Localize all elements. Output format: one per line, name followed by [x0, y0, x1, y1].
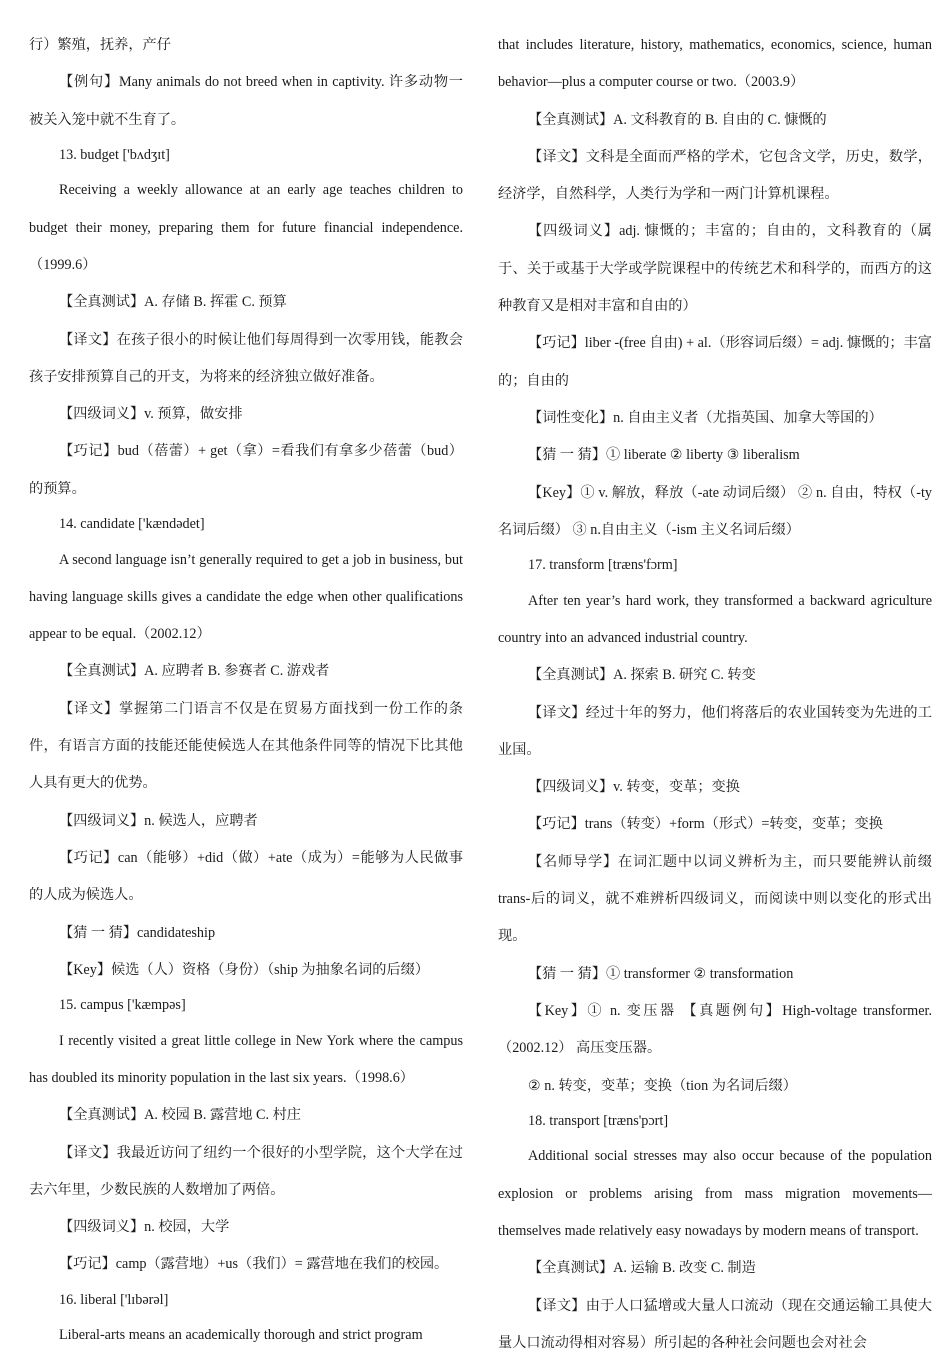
paragraph: 【全真测试】A. 应聘者 B. 参赛者 C. 游戏者: [29, 653, 463, 690]
right-column: [498, 27, 932, 1362]
paragraph: 【名师导学】在词汇题中以词义辨析为主，而只要能辨认前缀 trans-后的词义，就不难辨析四级词义，而阅读中则以变化的形式出现。: [498, 844, 932, 956]
paragraph: 【巧记】can（能够）+did（做）+ate（成为）=能够为人民做事的人成为候选人。: [29, 840, 463, 915]
paragraph: 【四级词义】adj. 慷慨的；丰富的；自由的，文科教育的（属于、关于或基于大学或学院课程中的传统艺术和科学的，而西方的这种教育又是相对丰富和自由的）: [498, 213, 932, 325]
entry-heading: 17. transform [træns'fɔrm]: [498, 549, 932, 583]
entry-heading: 18. transport [træns'pɔrt]: [498, 1105, 932, 1139]
paragraph: 行）繁殖，抚养，产仔: [29, 27, 463, 64]
paragraph: 【例句】Many animals do not breed when in captivity. 许多动物一被关入笼中就不生育了。: [29, 64, 463, 139]
paragraph: 【四级词义】v. 预算，做安排: [29, 396, 463, 433]
paragraph: 【猜 一 猜】① liberate ② liberty ③ liberalism: [498, 437, 932, 474]
paragraph: ② n. 转变，变革；变换（tion 为名词后缀）: [498, 1068, 932, 1105]
paragraph: After ten year’s hard work, they transformed a backward agriculture country into an advanced industrial country.: [498, 583, 932, 658]
paragraph: 【巧记】bud（蓓蕾）+ get（拿）=看我们有拿多少蓓蕾（bud）的预算。: [29, 433, 463, 508]
paragraph: 【巧记】trans（转变）+form（形式）=转变，变革；变换: [498, 806, 932, 843]
paragraph: 【全真测试】A. 运输 B. 改变 C. 制造: [498, 1250, 932, 1287]
paragraph: 【四级词义】n. 校园，大学: [29, 1209, 463, 1246]
paragraph: 【巧记】liber -(free 自由) + al.（形容词后缀）= adj. 慷慨的；丰富的；自由的: [498, 325, 932, 400]
paragraph: 【Key】候选（人）资格（身份）（ship 为抽象名词的后缀）: [29, 952, 463, 989]
paragraph: 【译文】经过十年的努力，他们将落后的农业国转变为先进的工业国。: [498, 695, 932, 770]
entry-heading: 13. budget ['bʌdʒɪt]: [29, 139, 463, 173]
paragraph: 【猜 一 猜】candidateship: [29, 915, 463, 952]
paragraph: 【四级词义】n. 候选人，应聘者: [29, 803, 463, 840]
paragraph: Liberal-arts means an academically thorough and strict program: [29, 1317, 463, 1354]
paragraph: 【译文】由于人口猛增或大量人口流动（现在交通运输工具使大量人口流动得相对容易）所引起的各种社会问题也会对社会: [498, 1288, 932, 1362]
paragraph: 【词性变化】n. 自由主义者（尤指英国、加拿大等国的）: [498, 400, 932, 437]
paragraph: 【猜 一 猜】① transformer ② transformation: [498, 956, 932, 993]
paragraph: 【译文】文科是全面而严格的学术，它包含文学，历史，数学，经济学，自然科学，人类行为学和一两门计算机课程。: [498, 139, 932, 214]
paragraph: 【全真测试】A. 探索 B. 研究 C. 转变: [498, 657, 932, 694]
left-column: [29, 27, 463, 1355]
entry-heading: 15. campus ['kæmpəs]: [29, 989, 463, 1023]
paragraph: A second language isn’t generally required to get a job in business, but having language skills gives a candidate the edge when other qualifications appear to be equal.（2002.12）: [29, 542, 463, 654]
entry-heading: 14. candidate ['kændədet]: [29, 508, 463, 542]
paragraph: 【全真测试】A. 校园 B. 露营地 C. 村庄: [29, 1097, 463, 1134]
paragraph: 【Key】① v. 解放，释放（-ate 动词后缀） ② n. 自由，特权（-ty 名词后缀） ③ n.自由主义（-ism 主义名词后缀）: [498, 475, 932, 550]
paragraph: 【译文】掌握第二门语言不仅是在贸易方面找到一份工作的条件，有语言方面的技能还能使候选人在其他条件同等的情况下比其他人具有更大的优势。: [29, 691, 463, 803]
paragraph: 【全真测试】A. 文科教育的 B. 自由的 C. 慷慨的: [498, 102, 932, 139]
paragraph: that includes literature, history, mathematics, economics, science, human behavior—plus a computer course or two.（2003.9）: [498, 27, 932, 102]
entry-heading: 16. liberal ['lɪbərəl]: [29, 1284, 463, 1318]
paragraph: Receiving a weekly allowance at an early age teaches children to budget their money, preparing them for future financial independence.（1999.6）: [29, 172, 463, 284]
paragraph: I recently visited a great little college in New York where the campus has doubled its minority population in the last six years.（1998.6）: [29, 1023, 463, 1098]
paragraph: Additional social stresses may also occur because of the population explosion or problems arising from mass migration movements—themselves made relatively easy nowadays by modern means of transport.: [498, 1138, 932, 1250]
paragraph: 【Key】① n. 变压器 【真题例句】High-voltage transformer.（2002.12） 高压变压器。: [498, 993, 932, 1068]
paragraph: 【巧记】camp（露营地）+us（我们）= 露营地在我们的校园。: [29, 1246, 463, 1283]
paragraph: 【全真测试】A. 存储 B. 挥霍 C. 预算: [29, 284, 463, 321]
paragraph: 【四级词义】v. 转变，变革；变换: [498, 769, 932, 806]
paragraph: 【译文】在孩子很小的时候让他们每周得到一次零用钱，能教会孩子安排预算自己的开支，为将来的经济独立做好准备。: [29, 322, 463, 397]
paragraph: 【译文】我最近访问了纽约一个很好的小型学院，这个大学在过去六年里，少数民族的人数增加了两倍。: [29, 1135, 463, 1210]
